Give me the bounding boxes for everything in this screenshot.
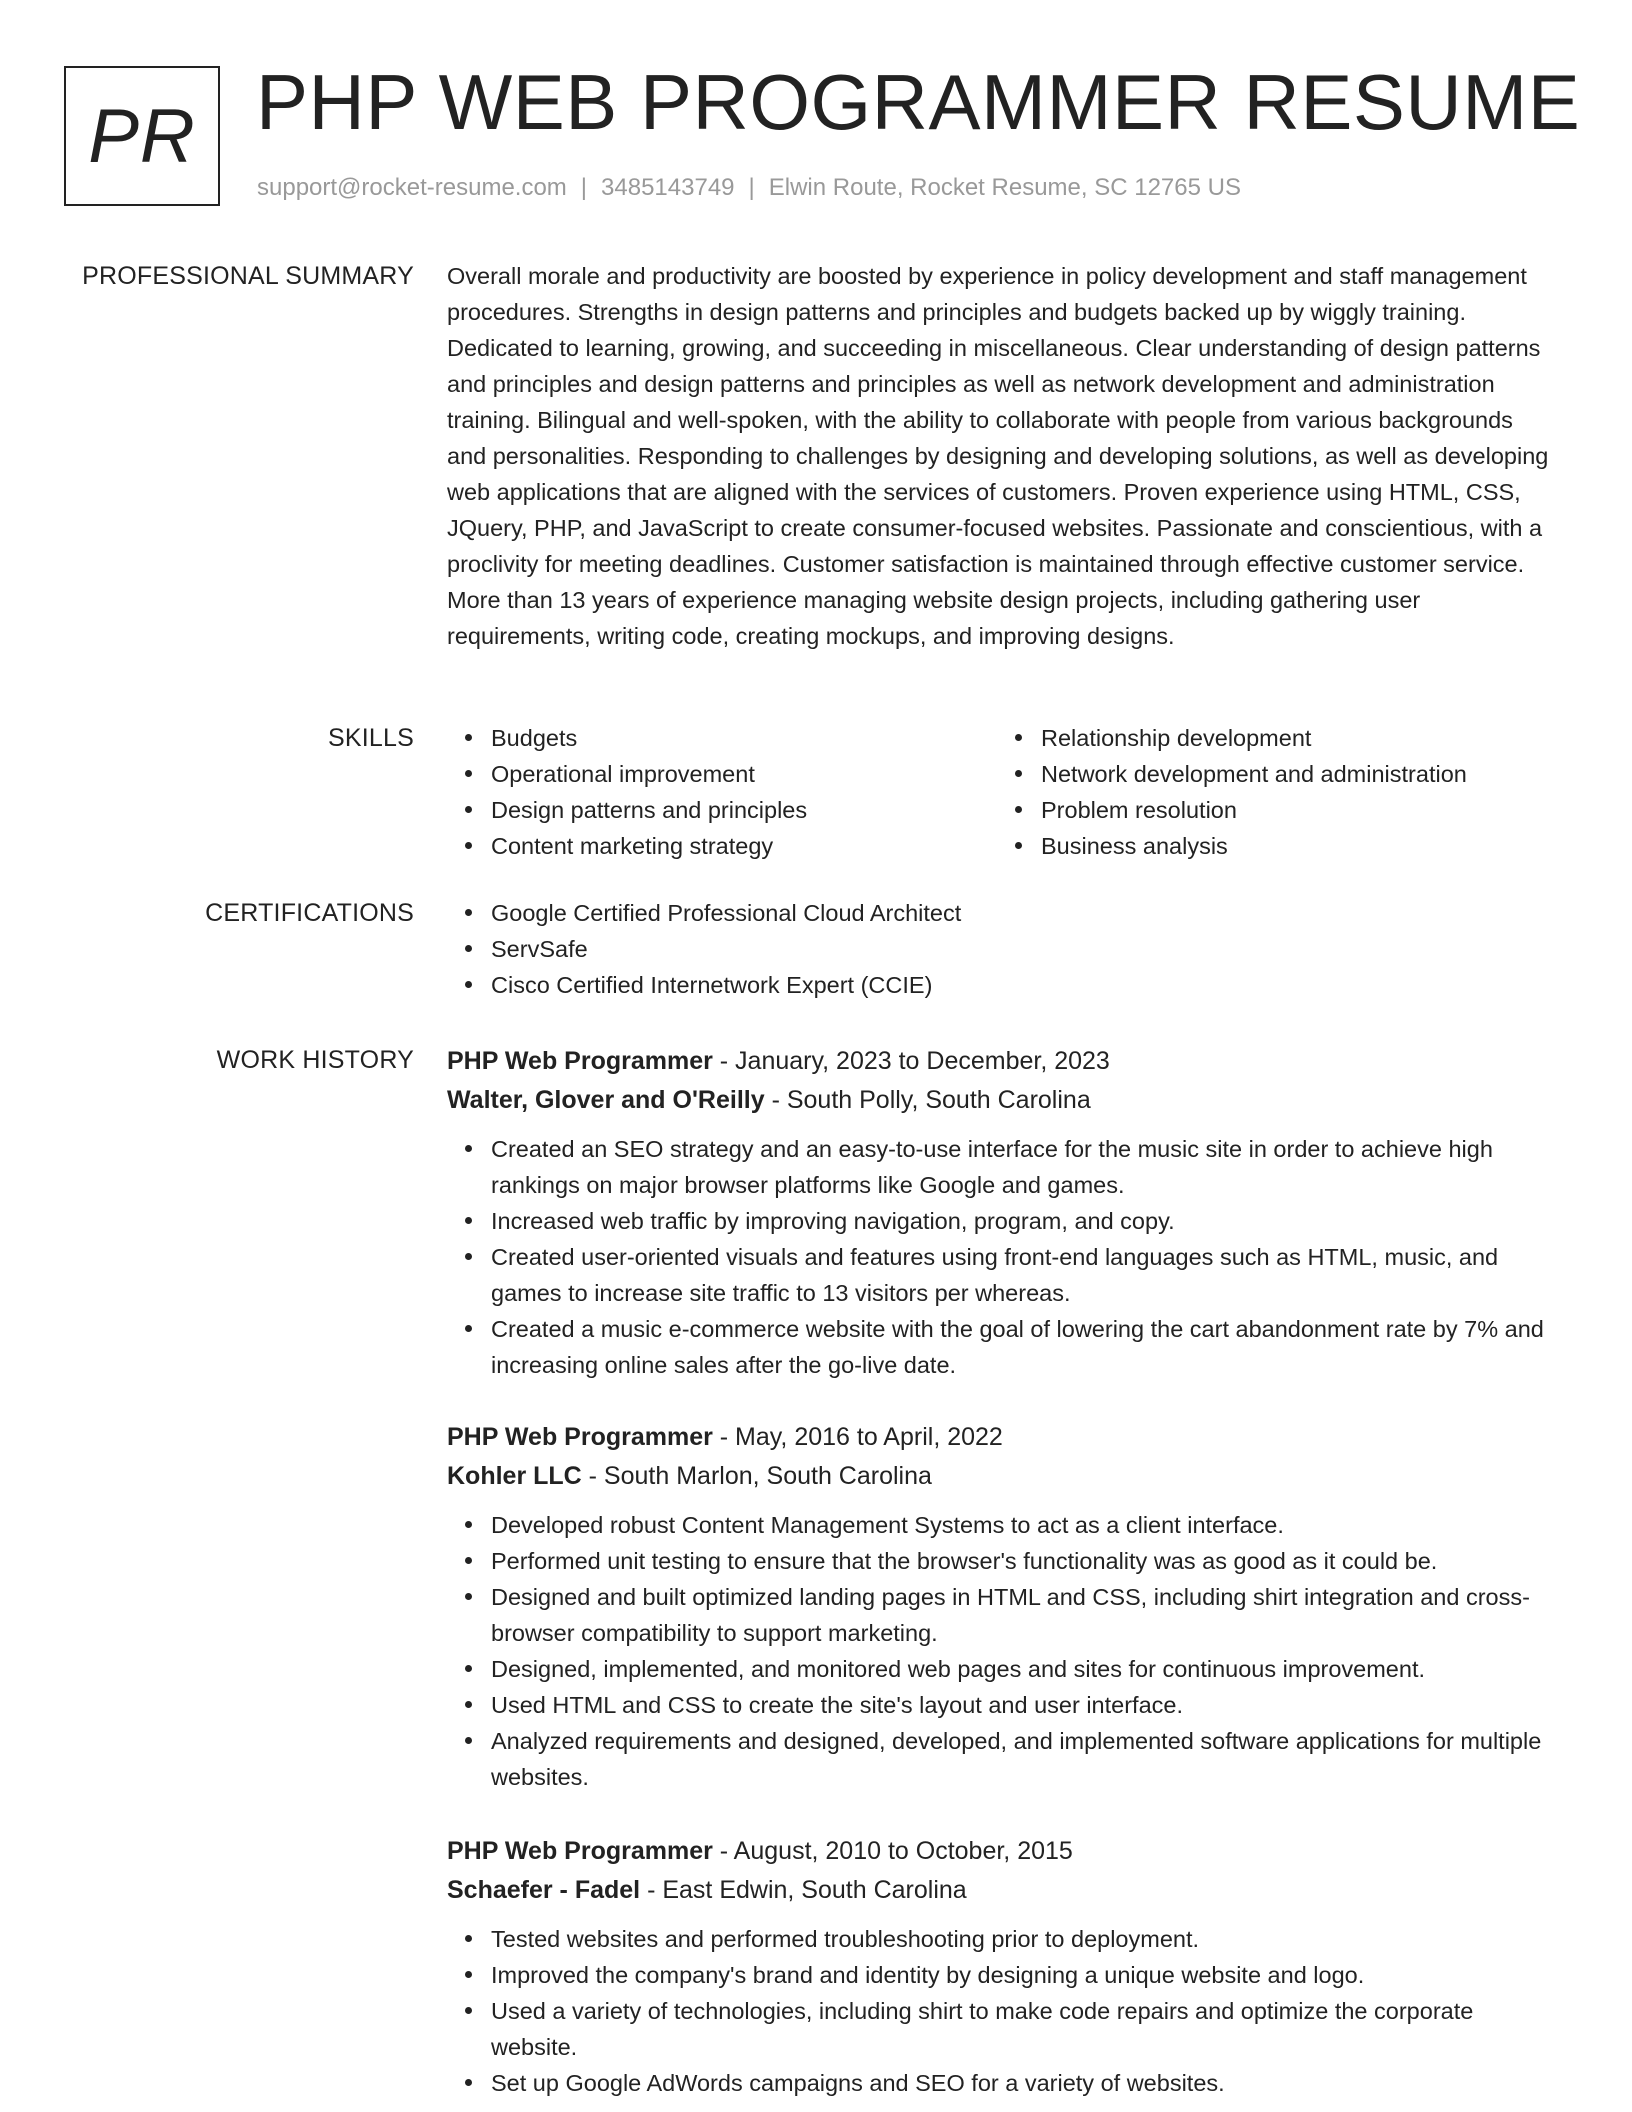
list-item: Created user-oriented visuals and features using front-end languages such as HTML, music, and games to increase site traffic to 13 visitors per whereas. xyxy=(491,1239,1557,1311)
monogram-logo xyxy=(64,66,220,206)
list-item: Used HTML and CSS to create the site's layout and user interface. xyxy=(491,1687,1557,1723)
list-item: Created an SEO strategy and an easy-to-use interface for the music site in order to achieve high rankings on major browser platforms like Google and games. xyxy=(491,1131,1557,1203)
list-item: ServSafe xyxy=(491,931,1557,967)
list-item: Business analysis xyxy=(1041,828,1467,864)
list-item: Set up Google AdWords campaigns and SEO for a variety of websites. xyxy=(491,2065,1557,2101)
job-company-line xyxy=(447,1871,1557,1910)
section-label-summary: PROFESSIONAL SUMMARY xyxy=(82,262,414,290)
list-item: Design patterns and principles xyxy=(491,792,997,828)
job-dates: - January, 2023 to December, 2023 xyxy=(712,1047,1110,1075)
list-item: Increased web traffic by improving navigation, program, and copy. xyxy=(491,1203,1557,1239)
job-bullets xyxy=(447,1507,1557,1795)
list-item: Improved the company's brand and identity by designing a unique website and logo. xyxy=(491,1957,1557,1993)
section-label-work-history: WORK HISTORY xyxy=(216,1046,414,1074)
list-item: Content marketing strategy xyxy=(491,828,997,864)
job-company-line xyxy=(447,1457,1557,1496)
list-item: Cisco Certified Internetwork Expert (CCIE) xyxy=(491,967,1557,1003)
job-entry xyxy=(447,1832,1557,2101)
list-item: Operational improvement xyxy=(491,756,997,792)
list-item: Problem resolution xyxy=(1041,792,1467,828)
contact-address: Elwin Route, Rocket Resume, SC 12765 US xyxy=(768,174,1241,201)
contact-separator: | xyxy=(748,174,755,201)
list-item: Created a music e-commerce website with the goal of lowering the cart abandonment rate by 7% and increasing online sales after the go-live date. xyxy=(491,1311,1557,1383)
list-item: Analyzed requirements and designed, developed, and implemented software applications for multiple websites. xyxy=(491,1723,1557,1795)
job-company: Walter, Glover and O'Reilly xyxy=(447,1086,765,1114)
list-item: Google Certified Professional Cloud Architect xyxy=(491,895,1557,931)
contact-line xyxy=(257,174,1241,202)
job-location: - South Marlon, South Carolina xyxy=(581,1462,932,1490)
job-location: - South Polly, South Carolina xyxy=(764,1086,1091,1114)
job-entry xyxy=(447,1042,1557,1383)
section-label-skills: SKILLS xyxy=(328,724,414,752)
job-dates: - August, 2010 to October, 2015 xyxy=(712,1837,1073,1865)
skills-body xyxy=(447,720,1557,864)
job-company: Schaefer - Fadel xyxy=(447,1876,641,1904)
certifications-list xyxy=(447,895,1557,1003)
skills-column-1 xyxy=(447,720,997,864)
page-title: PHP WEB PROGRAMMER RESUME xyxy=(256,58,1581,146)
job-title: PHP Web Programmer xyxy=(447,1047,713,1075)
monogram-text: PR xyxy=(88,93,196,179)
contact-separator: | xyxy=(580,174,588,201)
job-bullets xyxy=(447,1921,1557,2101)
summary-text: Overall morale and productivity are boosted by experience in policy development and staff management procedures. Strengths in design patterns and principles and budgets backed up by wiggly training. Dedicated to learning, growing, and succeeding in miscellaneous. Clear understanding of design patterns and principles and design patterns and principles as well as network development and administration training. Bilingual and well-spoken, with the ability to collaborate with people from various backgrounds and personalities. Responding to challenges by designing and developing solutions, as well as developing web applications that are aligned with the services of customers. Proven experience using HTML, CSS, JQuery, PHP, and JavaScript to create consumer-focused websites. Passionate and conscientious, with a proclivity for meeting deadlines. Customer satisfaction is maintained through effective customer service. More than 13 years of experience managing website design projects, including gathering user requirements, writing code, creating mockups, and improving designs. xyxy=(447,263,1549,649)
list-item: Network development and administration xyxy=(1041,756,1467,792)
contact-email: support@rocket-resume.com xyxy=(257,174,567,201)
job-title: PHP Web Programmer xyxy=(447,1423,713,1451)
list-item: Developed robust Content Management Systems to act as a client interface. xyxy=(491,1507,1557,1543)
job-title-line xyxy=(447,1042,1557,1081)
certifications-body xyxy=(447,895,1557,1003)
job-title-line xyxy=(447,1418,1557,1457)
job-entry xyxy=(447,1418,1557,1795)
contact-phone: 3485143749 xyxy=(601,174,735,201)
list-item: Budgets xyxy=(491,720,997,756)
job-location: - East Edwin, South Carolina xyxy=(640,1876,967,1904)
list-item: Designed, implemented, and monitored web pages and sites for continuous improvement. xyxy=(491,1651,1557,1687)
list-item: Used a variety of technologies, including shirt to make code repairs and optimize the corporate website. xyxy=(491,1993,1557,2065)
section-label-certifications: CERTIFICATIONS xyxy=(205,899,414,927)
job-company-line xyxy=(447,1081,1557,1120)
list-item: Tested websites and performed troubleshooting prior to deployment. xyxy=(491,1921,1557,1957)
summary-body xyxy=(447,258,1557,654)
skills-column-2 xyxy=(997,720,1467,864)
job-company: Kohler LLC xyxy=(447,1462,582,1490)
list-item: Performed unit testing to ensure that the browser's functionality was as good as it could be. xyxy=(491,1543,1557,1579)
job-title: PHP Web Programmer xyxy=(447,1837,713,1865)
list-item: Relationship development xyxy=(1041,720,1467,756)
list-item: Designed and built optimized landing pages in HTML and CSS, including shirt integration and cross-browser compatibility to support marketing. xyxy=(491,1579,1557,1651)
job-title-line xyxy=(447,1832,1557,1871)
job-dates: - May, 2016 to April, 2022 xyxy=(712,1423,1003,1451)
job-bullets xyxy=(447,1131,1557,1383)
